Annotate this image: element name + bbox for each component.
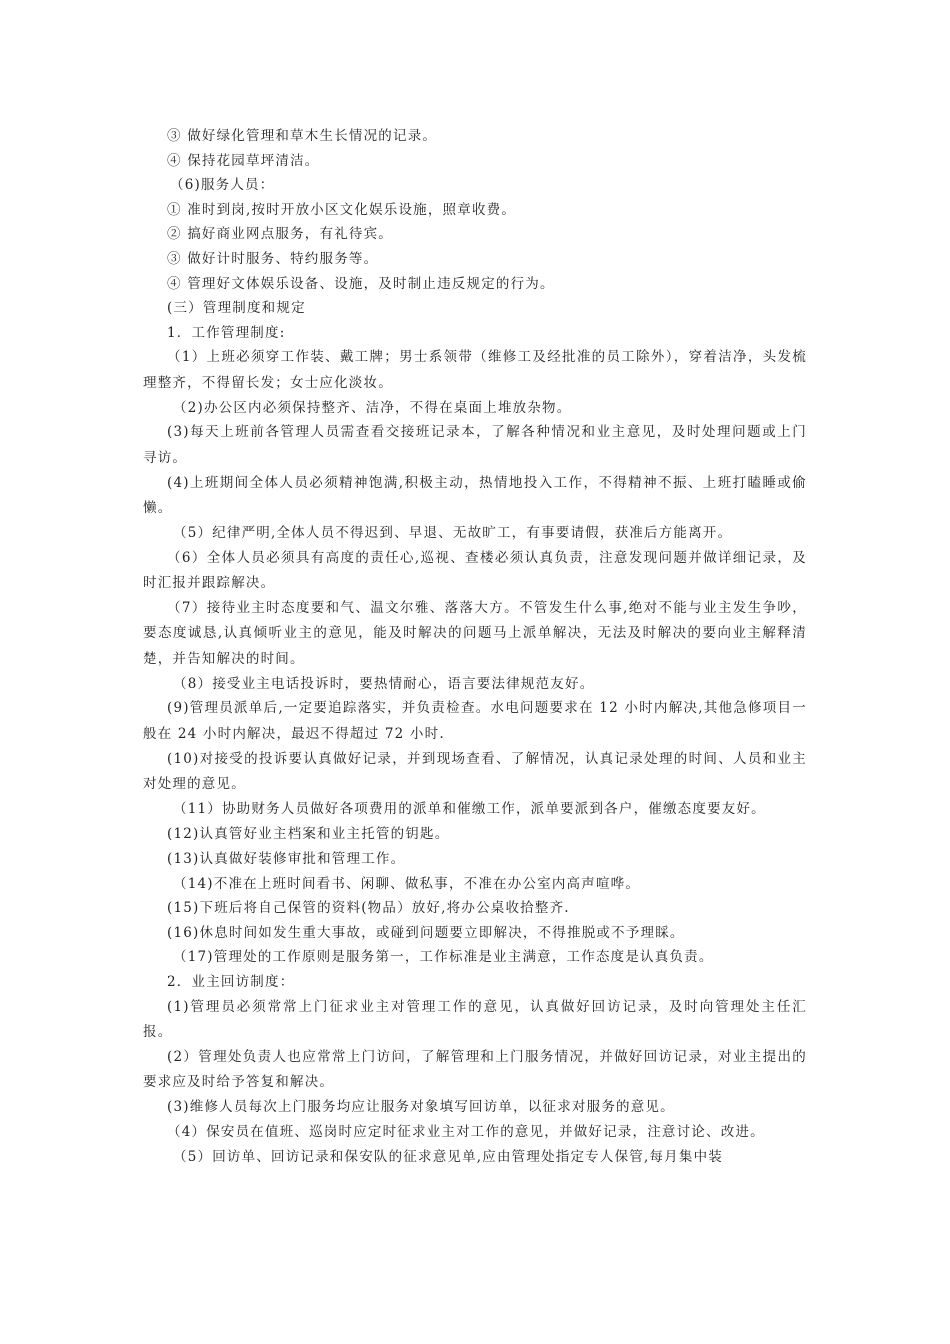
paragraph-service-1: ① 准时到岗,按时开放小区文化娱乐设施，照章收费。 [167,201,517,218]
paragraph-service-2: ② 搞好商业网点服务，有礼待宾。 [167,226,393,243]
subheading-visit-rules: 2．业主回访制度： [167,973,295,990]
section-heading-3: (三）管理制度和规定 [167,300,306,317]
rule-visit-1: (1)管理员必须常常上门征求业主对管理工作的意见，认真做好回访记录，及时向管理处主任汇报。 [143,998,807,1040]
rule-work-2: （2)办公区内必须保持整齐、洁净，不得在桌面上堆放杂物。 [173,399,572,416]
paragraph-service-4: ④ 管理好文体娱乐设备、设施，及时制止违反规定的行为。 [167,275,555,292]
rule-work-14: （14)不准在上班时间看书、闲聊、做私事，不准在办公室内高声喧哗。 [173,875,641,892]
rule-work-1: （1）上班必须穿工作装、戴工牌；男士系领带（维修工及经批准的员工除外），穿着洁净，头发梳理整齐，不得留长发；女士应化淡妆。 [143,349,807,391]
rule-work-8: （8）接受业主电话投诉时，要热情耐心，语言要法律规范友好。 [173,675,595,692]
rule-work-7: （7）接待业主时态度要和气、温文尔雅、落落大方。不管发生什么事,绝对不能与业主发生争吵，要态度诚恳,认真倾听业主的意见，能及时解决的问题马上派单解决，无法及时解决的要向业主解释清楚，并告知解决的时间。 [143,600,807,667]
paragraph-green-4: ④ 保持花园草坪清洁。 [167,152,320,169]
rule-work-3: (3)每天上班前各管理人员需查看交接班记录本，了解各种情况和业主意见，及时处理问题或上门寻访。 [143,424,807,466]
rule-work-10: (10)对接受的投诉要认真做好记录，并到现场查看、了解情况，认真记录处理的时间、人员和业主对处理的意见。 [143,750,807,792]
rule-visit-4: （4）保安员在值班、巡岗时应定时征求业主对工作的意见，并做好记录，注意讨论、改进。 [167,1123,765,1140]
rule-work-12: (12)认真管好业主档案和业主托管的钥匙。 [167,826,450,843]
rule-visit-5: （5）回访单、回访记录和保安队的征求意见单,应由管理处指定专人保管,每月集中装 [173,1149,723,1166]
rule-work-15: (15)下班后将自己保管的资料(物品）放好,将办公桌收拾整齐. [167,900,570,917]
paragraph-service-3: ③ 做好计时服务、特约服务等。 [167,250,379,267]
rule-work-16: (16)休息时间如发生重大事故，或碰到问题要立即解决，不得推脱或不予理睬。 [167,924,685,941]
rule-work-17: （17)管理处的工作原则是服务第一，工作标准是业主满意，工作态度是认真负责。 [173,949,714,966]
rule-work-6: （6）全体人员必须具有高度的责任心,巡视、查楼必须认真负责，注意发现问题并做详细记录，及时汇报并跟踪解决。 [143,549,807,591]
rule-visit-2: (2）管理处负责人也应常常上门访问，了解管理和上门服务情况，并做好回访记录，对业主提出的要求应及时给予答复和解决。 [143,1048,807,1091]
rule-visit-3: (3)维修人员每次上门服务均应让服务对象填写回访单，以征求对服务的意见。 [167,1099,675,1116]
rule-work-11: （11）协助财务人员做好各项费用的派单和催缴工作，派单要派到各户，催缴态度要友好。 [173,801,766,818]
heading-service-staff: （6)服务人员： [170,177,275,194]
rule-work-5: （5）纪律严明,全体人员不得迟到、早退、无故旷工，有事要请假，获准后方能离开。 [173,525,733,542]
subheading-work-rules: 1．工作管理制度: [167,324,286,341]
rule-work-9: (9)管理员派单后,一定要追踪落实，并负责检查。水电问题要求在 12 小时内解决,其他急修项目一般在 24 小时内解决，最迟不得超过 72 小时. [143,700,807,742]
paragraph-green-3: ③ 做好绿化管理和草木生长情况的记录。 [167,128,438,144]
document-body [143,124,807,1170]
rule-work-4: (4)上班期间全体人员必须精神饱满,积极主动，热情地投入工作，不得精神不振、上班打瞌睡或偷懒。 [143,474,807,516]
rule-work-13: (13)认真做好装修审批和管理工作。 [167,850,406,867]
